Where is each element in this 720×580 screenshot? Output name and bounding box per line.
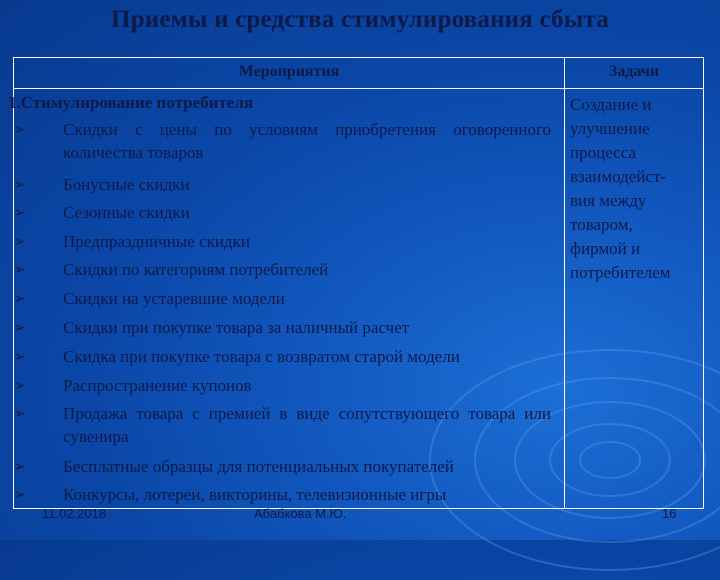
arrow-bullet-icon: ➢ [14,177,26,193]
page-number: 16 [662,506,677,521]
section-heading: 1.Стимулирование потребителя [8,93,254,112]
arrow-bullet-icon: ➢ [14,234,26,250]
footer-author: Абабкова М.Ю. [254,506,347,521]
column-divider [564,58,565,508]
arrow-bullet-icon: ➢ [14,262,26,278]
arrow-bullet-icon: ➢ [14,122,26,138]
column-header-measures: Мероприятия [238,63,340,80]
arrow-bullet-icon: ➢ [14,320,26,336]
arrow-bullet-icon: ➢ [14,205,26,221]
arrow-bullet-icon: ➢ [14,487,26,503]
arrow-bullet-icon: ➢ [14,291,26,307]
arrow-bullet-icon: ➢ [14,349,26,365]
arrow-bullet-icon: ➢ [14,378,26,394]
header-divider [14,88,703,89]
tasks-text: Создание и улучшение процесса взаимодейст- вия между товаром, фирмой и потребителем [570,95,671,282]
arrow-bullet-icon: ➢ [14,406,26,422]
column-header-tasks: Задачи [608,63,660,80]
slide-title: Приемы и средства стимулирования сбыта [111,6,609,33]
arrow-bullet-icon: ➢ [14,459,26,475]
footer-date: 11.02.2018 [42,506,107,521]
